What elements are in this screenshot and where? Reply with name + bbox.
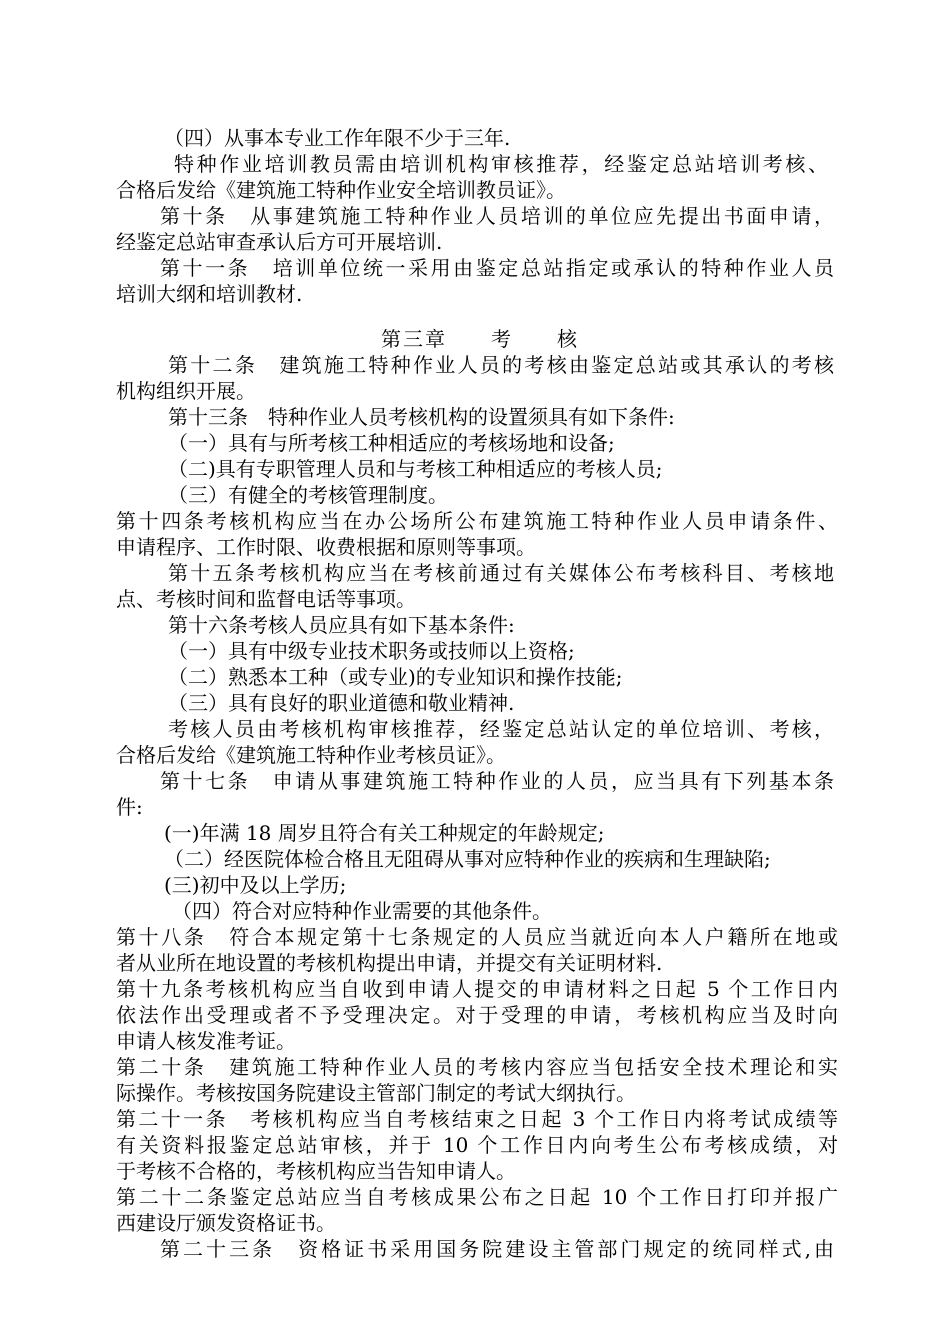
text-line: 依法作出受理或者不予受理决定。对于受理的申请，考核机构应当及时向 — [116, 1003, 838, 1027]
text-line: 际操作。考核按国务院建设主管部门制定的考试大纲执行。 — [116, 1081, 636, 1105]
text-line: （二）熟悉本工种（或专业)的专业知识和操作技能; — [168, 665, 623, 689]
text-line: 第十条 从事建筑施工特种作业人员培训的单位应先提出书面申请， — [160, 204, 834, 228]
text-line: 第十二条 建筑施工特种作业人员的考核由鉴定总站或其承认的考核 — [168, 353, 834, 377]
text-line: 第十一条 培训单位统一采用由鉴定总站指定或承认的特种作业人员 — [160, 256, 834, 280]
text-line: 第二十一条 考核机构应当自考核结束之日起 3 个工作日内将考试成绩等 — [116, 1107, 838, 1131]
text-line: （三）具有良好的职业道德和敬业精神. — [168, 691, 515, 715]
chapter-heading: 第三章 考 核 — [381, 327, 579, 351]
text-line: 第十九条考核机构应当自收到申请人提交的申请材料之日起 5 个工作日内 — [116, 977, 838, 1001]
text-line: 件: — [116, 795, 143, 819]
text-line: 第十六条考核人员应具有如下基本条件: — [168, 613, 515, 637]
text-line: （一）具有中级专业技术职务或技师以上资格; — [168, 639, 575, 663]
text-line: （三）有健全的考核管理制度。 — [168, 483, 448, 507]
text-line: 特种作业培训教员需由培训机构审核推荐，经鉴定总站培训考核、 — [174, 152, 828, 176]
text-line: （四）从事本专业工作年限不少于三年. — [164, 126, 511, 150]
text-line: (一)年满 18 周岁且符合有关工种规定的年龄规定; — [164, 821, 605, 845]
text-line: 第十四条考核机构应当在办公场所公布建筑施工特种作业人员申请条件、 — [116, 509, 838, 533]
text-line: 于考核不合格的，考核机构应当告知申请人。 — [116, 1159, 516, 1183]
text-line: 合格后发给《建筑施工特种作业考核员证》。 — [116, 743, 506, 767]
text-line: 考核人员由考核机构审核推荐，经鉴定总站认定的单位培训、考核， — [168, 717, 834, 741]
text-line: 西建设厅颁发资格证书。 — [116, 1211, 336, 1235]
text-line: 第二十条 建筑施工特种作业人员的考核内容应当包括安全技术理论和实 — [116, 1055, 838, 1079]
text-line: （二)具有专职管理人员和与考核工种相适应的考核人员; — [168, 457, 663, 481]
text-line: 第二十二条鉴定总站应当自考核成果公布之日起 10 个工作日打印并报广 — [116, 1185, 838, 1209]
text-line: 者从业所在地设置的考核机构提出申请，并提交有关证明材料. — [116, 951, 663, 975]
text-line: 申请人核发准考证。 — [116, 1029, 296, 1053]
text-line: （二）经医院体检合格且无阻碍从事对应特种作业的疾病和生理缺陷; — [164, 847, 771, 871]
text-line: 经鉴定总站审查承认后方可开展培训. — [116, 230, 443, 254]
text-line: （四）符合对应特种作业需要的其他条件。 — [172, 899, 552, 923]
text-line: 第十八条 符合本规定第十七条规定的人员应当就近向本人户籍所在地或 — [116, 925, 838, 949]
text-line: (三)初中及以上学历; — [164, 873, 347, 897]
text-line: 点、考核时间和监督电话等事项。 — [116, 587, 416, 611]
text-line: 第二十三条 资格证书采用国务院建设主管部门规定的统同样式,由 — [160, 1237, 834, 1261]
text-line: 第十五条考核机构应当在考核前通过有关媒体公布考核科目、考核地 — [168, 561, 834, 585]
text-line: 第十三条 特种作业人员考核机构的设置须具有如下条件: — [168, 405, 675, 429]
text-line: 合格后发给《建筑施工特种作业安全培训教员证》。 — [116, 178, 566, 202]
text-line: 机构组织开展。 — [116, 379, 256, 403]
text-line: 有关资料报鉴定总站审核，并于 10 个工作日内向考生公布考核成绩，对 — [116, 1133, 838, 1157]
text-line: 第十七条 申请从事建筑施工特种作业的人员，应当具有下列基本条 — [160, 769, 834, 793]
text-line: 申请程序、工作时限、收费根据和原则等事项。 — [116, 535, 536, 559]
text-line: 培训大纲和培训教材. — [116, 282, 303, 306]
text-line: （一）具有与所考核工种相适应的考核场地和设备; — [168, 431, 615, 455]
